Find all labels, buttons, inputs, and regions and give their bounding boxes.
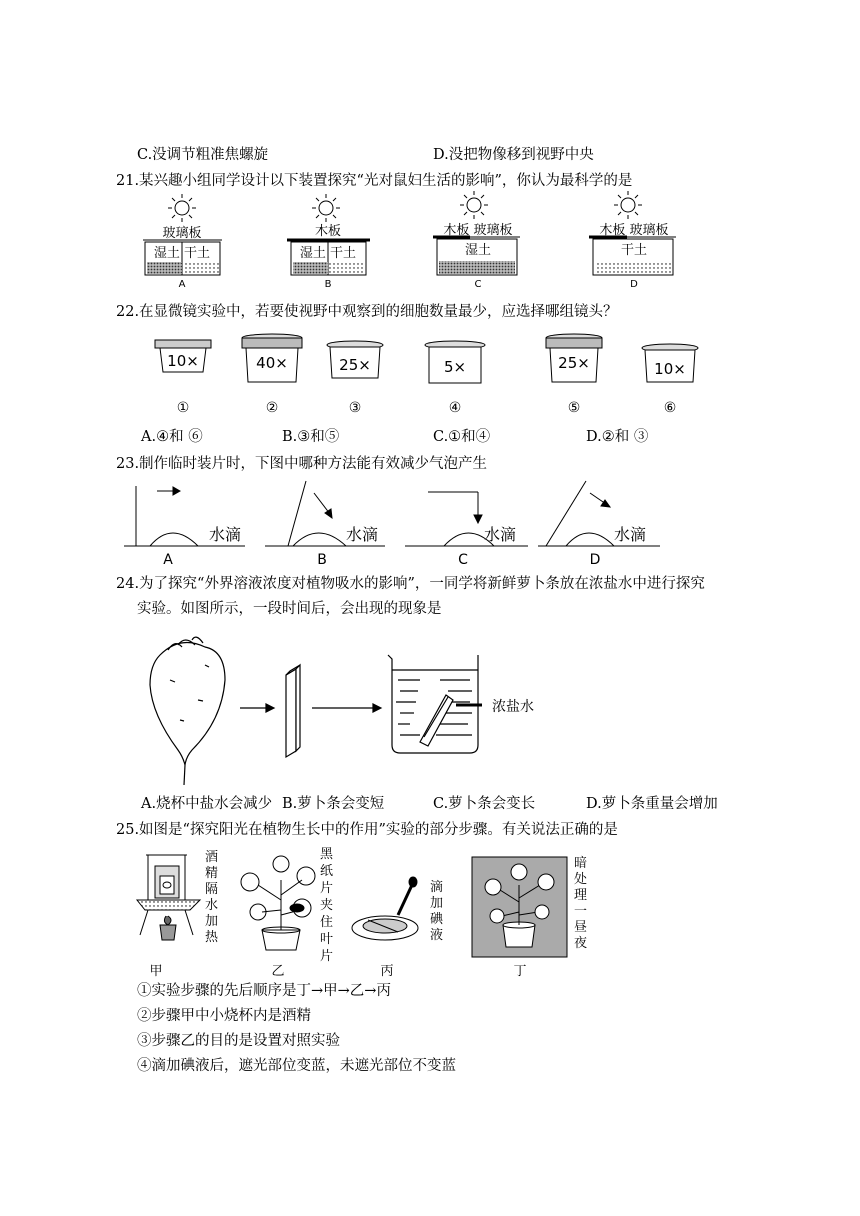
q24-option-b: B.萝卜条会变短 [282, 796, 385, 812]
label-bing: 丙 [380, 964, 394, 979]
svg-text:D: D [589, 552, 601, 568]
q23-panel-d [538, 481, 660, 568]
q25-statement-3: ③步骤乙的目的是设置对照实验 [137, 1033, 340, 1049]
svg-text:25×: 25× [339, 356, 371, 374]
q21-panel-a [143, 225, 222, 290]
svg-text:④: ④ [448, 400, 462, 416]
svg-text:10×: 10× [167, 352, 199, 370]
q21-figure [0, 190, 860, 290]
lens-6 [642, 344, 698, 416]
svg-text:玻璃板: 玻璃板 [162, 226, 202, 241]
step-yi-figure [241, 856, 315, 950]
q21-panel-b [287, 223, 370, 290]
label-ding: 丁 [513, 964, 527, 979]
q24-stem-line1: 24.为了探究“外界溶液浓度对植物吸水的影响”，一同学将新鲜萝卜条放在浓盐水中进行探究 [116, 576, 705, 592]
q24-option-d: D.萝卜条重量会增加 [586, 796, 718, 812]
q22-option-d: D.②和 ③ [586, 429, 649, 445]
svg-text:A: A [178, 279, 186, 290]
svg-text:B: B [317, 552, 327, 568]
svg-text:①: ① [176, 400, 190, 416]
lens-3 [327, 341, 383, 416]
q22-option-a: A.④和 ⑥ [141, 429, 203, 445]
step-yi-caption: 黑纸片夹住叶片 [320, 847, 334, 964]
sun-icons [168, 191, 642, 222]
svg-text:木板: 木板 [314, 224, 342, 239]
svg-text:B: B [324, 279, 332, 290]
q24-stem-line2: 实验。如图所示，一段时间后，会出现的现象是 [137, 601, 442, 617]
svg-text:A: A [163, 552, 173, 568]
radish-icon [150, 637, 225, 785]
svg-text:10×: 10× [654, 360, 686, 378]
label-yi: 乙 [271, 964, 285, 979]
q22-option-c: C.①和④ [433, 429, 491, 445]
q20-option-d: D.没把物像移到视野中央 [433, 147, 594, 163]
q24-option-a: A.烧杯中盐水会减少 [141, 796, 273, 812]
step-jia-caption: 酒精隔水加热 [205, 850, 219, 945]
arrow-icon [240, 704, 381, 712]
q25-statement-4: ④滴加碘液后，遮光部位变蓝，未遮光部位不变蓝 [137, 1058, 456, 1074]
svg-text:D: D [630, 279, 638, 290]
step-ding-caption: 暗处理一昼夜 [574, 856, 588, 951]
salt-water-label: 浓盐水 [492, 699, 534, 715]
q21-panel-c [433, 222, 520, 290]
beaker-icon [388, 655, 482, 753]
q25-statement-2: ②步骤甲中小烧杯内是酒精 [137, 1008, 311, 1024]
svg-text:⑥: ⑥ [663, 400, 677, 416]
lens-5 [546, 334, 602, 416]
svg-text:40×: 40× [256, 354, 288, 372]
q25-stem: 25.如图是“探究阳光在植物生长中的作用”实验的部分步骤。有关说法正确的是 [116, 822, 618, 838]
radish-strip [286, 665, 300, 757]
q25-statement-1: ①实验步骤的先后顺序是丁→甲→乙→丙 [137, 983, 391, 999]
q23-figure [0, 478, 860, 568]
q21-panel-d [589, 222, 676, 290]
q23-panel-b [265, 481, 385, 568]
svg-text:水滴: 水滴 [345, 525, 379, 544]
q20-option-c: C.没调节粗准焦螺旋 [137, 147, 269, 163]
q21-stem: 21.某兴趣小组同学设计以下装置探究“光对鼠妇生活的影响”，你认为最科学的是 [116, 173, 633, 189]
svg-text:⑤: ⑤ [567, 400, 581, 416]
label-jia: 甲 [149, 964, 163, 979]
step-ding-figure [472, 857, 567, 957]
svg-text:湿土 干土: 湿土 干土 [299, 246, 357, 261]
q24-figure [0, 625, 860, 785]
svg-text:湿土 干土: 湿土 干土 [153, 246, 211, 261]
svg-text:5×: 5× [443, 358, 467, 376]
q23-stem: 23.制作临时装片时，下图中哪种方法能有效减少气泡产生 [116, 456, 488, 472]
svg-text:木板 玻璃板: 木板 玻璃板 [599, 223, 669, 238]
step-bing-caption: 滴加碘液 [430, 880, 444, 943]
q23-panel-a [124, 486, 245, 568]
svg-text:水滴: 水滴 [613, 525, 647, 544]
svg-text:25×: 25× [558, 354, 590, 372]
lens-4 [425, 341, 485, 416]
svg-text:木板 玻璃板: 木板 玻璃板 [443, 223, 513, 238]
svg-text:水滴: 水滴 [483, 525, 517, 544]
lens-1 [155, 340, 211, 416]
step-bing-figure [352, 877, 418, 940]
svg-text:湿土: 湿土 [464, 243, 492, 258]
svg-text:C: C [474, 279, 482, 290]
step-jia-figure [137, 855, 200, 940]
q22-stem: 22.在显微镜实验中，若要使视野中观察到的细胞数量最少，应选择哪组镜头？ [116, 304, 618, 320]
q22-lens-figure [0, 330, 860, 420]
lens-2 [242, 334, 302, 416]
svg-text:②: ② [265, 400, 279, 416]
q22-option-b: B.③和⑤ [282, 429, 340, 445]
svg-text:③: ③ [348, 400, 362, 416]
svg-text:C: C [458, 552, 468, 568]
q24-option-c: C.萝卜条会变长 [433, 796, 536, 812]
svg-text:水滴: 水滴 [208, 525, 242, 544]
q23-panel-c [405, 492, 528, 568]
svg-text:干土: 干土 [620, 243, 648, 258]
